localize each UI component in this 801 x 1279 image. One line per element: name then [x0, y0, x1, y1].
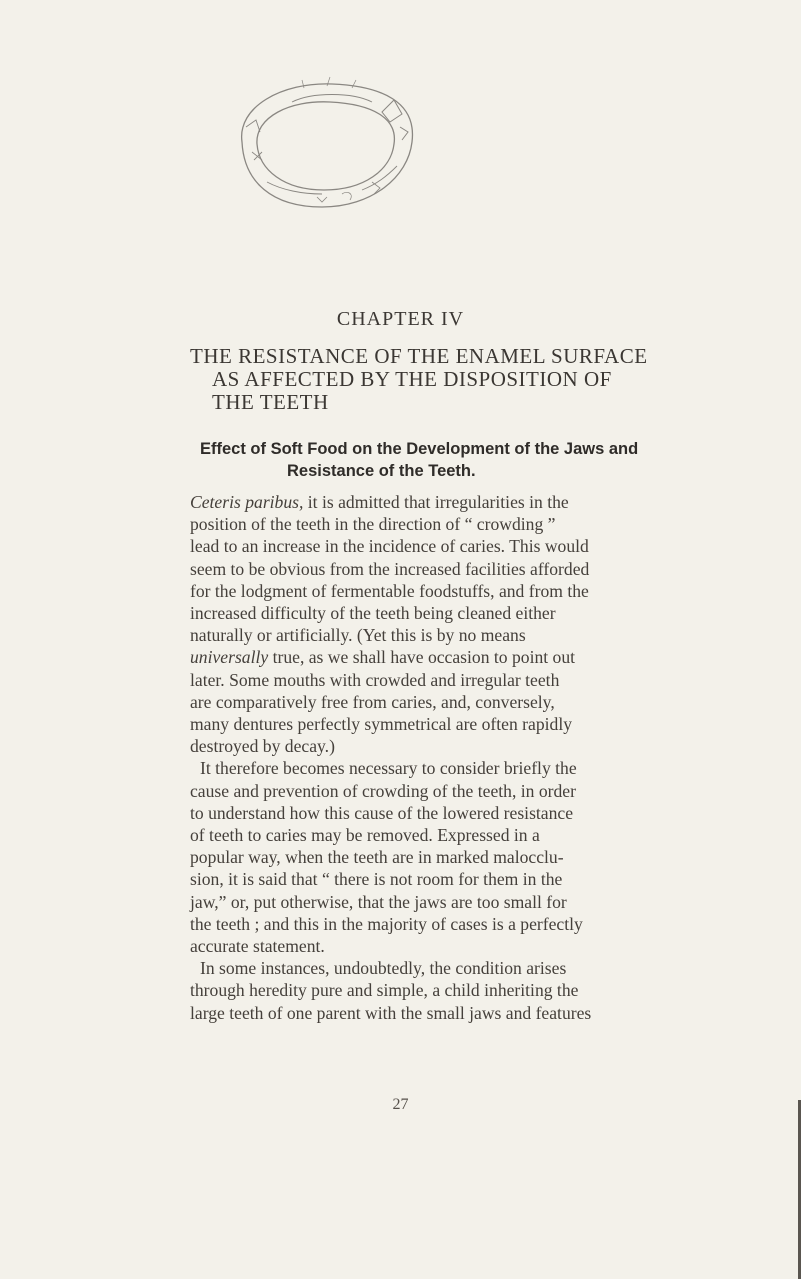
text-line: In some instances, undoubtedly, the condition arises: [200, 958, 567, 979]
text-line: Ceteris paribus, it is admitted that irregularities in the: [190, 492, 569, 512]
text-line: large teeth of one parent with the small jaws and features: [190, 1002, 592, 1023]
title-line: AS AFFECTED BY THE DISPOSITION OF: [212, 367, 612, 391]
italic-phrase: universally: [190, 647, 269, 668]
text-line: the teeth ; and this in the majority of cases is a perfectly: [190, 913, 583, 934]
text-line: of teeth to caries may be removed. Expressed in a: [190, 825, 540, 846]
text-line: jaw,” or, put otherwise, that the jaws are too small for: [190, 891, 567, 912]
chapter-title: [190, 345, 660, 414]
body-text: [190, 491, 650, 1024]
italic-phrase: Ceteris paribus,: [190, 492, 304, 512]
text-line: It therefore becomes necessary to consider briefly the: [200, 758, 577, 779]
text-line: lead to an increase in the incidence of caries. This would: [190, 536, 589, 557]
text-line: position of the teeth in the direction of “ crowding ”: [190, 514, 556, 535]
text-line: naturally or artificially. (Yet this is by no means: [190, 625, 526, 646]
text-line: cause and prevention of crowding of the teeth, in order: [190, 780, 576, 801]
text-line: popular way, when the teeth are in marked malocclu-: [190, 847, 564, 868]
text-line: many dentures perfectly symmetrical are often rapidly: [190, 714, 573, 735]
library-stamp-icon: [222, 72, 422, 222]
text-line: later. Some mouths with crowded and irregular teeth: [190, 669, 560, 690]
section-heading-line: Effect of Soft Food on the Development of the Jaws and: [200, 440, 639, 458]
section-heading-line: Resistance of the Teeth.: [287, 462, 476, 480]
text-line: destroyed by decay.): [190, 736, 335, 757]
title-line: THE TEETH: [212, 390, 329, 414]
text-line: seem to be obvious from the increased facilities afforded: [190, 558, 590, 579]
text-line: are comparatively free from caries, and, conversely,: [190, 691, 555, 712]
title-line: THE RESISTANCE OF THE ENAMEL SURFACE: [190, 344, 648, 368]
section-heading: [200, 438, 640, 482]
text-line: increased difficulty of the teeth being cleaned either: [190, 603, 556, 624]
text-line: to understand how this cause of the lowered resistance: [190, 802, 574, 823]
text-line: universally true, as we shall have occasion to point out: [190, 647, 576, 668]
text-line: sion, it is said that “ there is not room for them in the: [190, 869, 563, 890]
text-line: through heredity pure and simple, a child inheriting the: [190, 980, 579, 1001]
page-number: 27: [392, 1096, 409, 1113]
text-line: for the lodgment of fermentable foodstuffs, and from the: [190, 580, 589, 601]
chapter-heading: CHAPTER IV: [336, 308, 465, 330]
text-line: accurate statement.: [190, 936, 325, 957]
